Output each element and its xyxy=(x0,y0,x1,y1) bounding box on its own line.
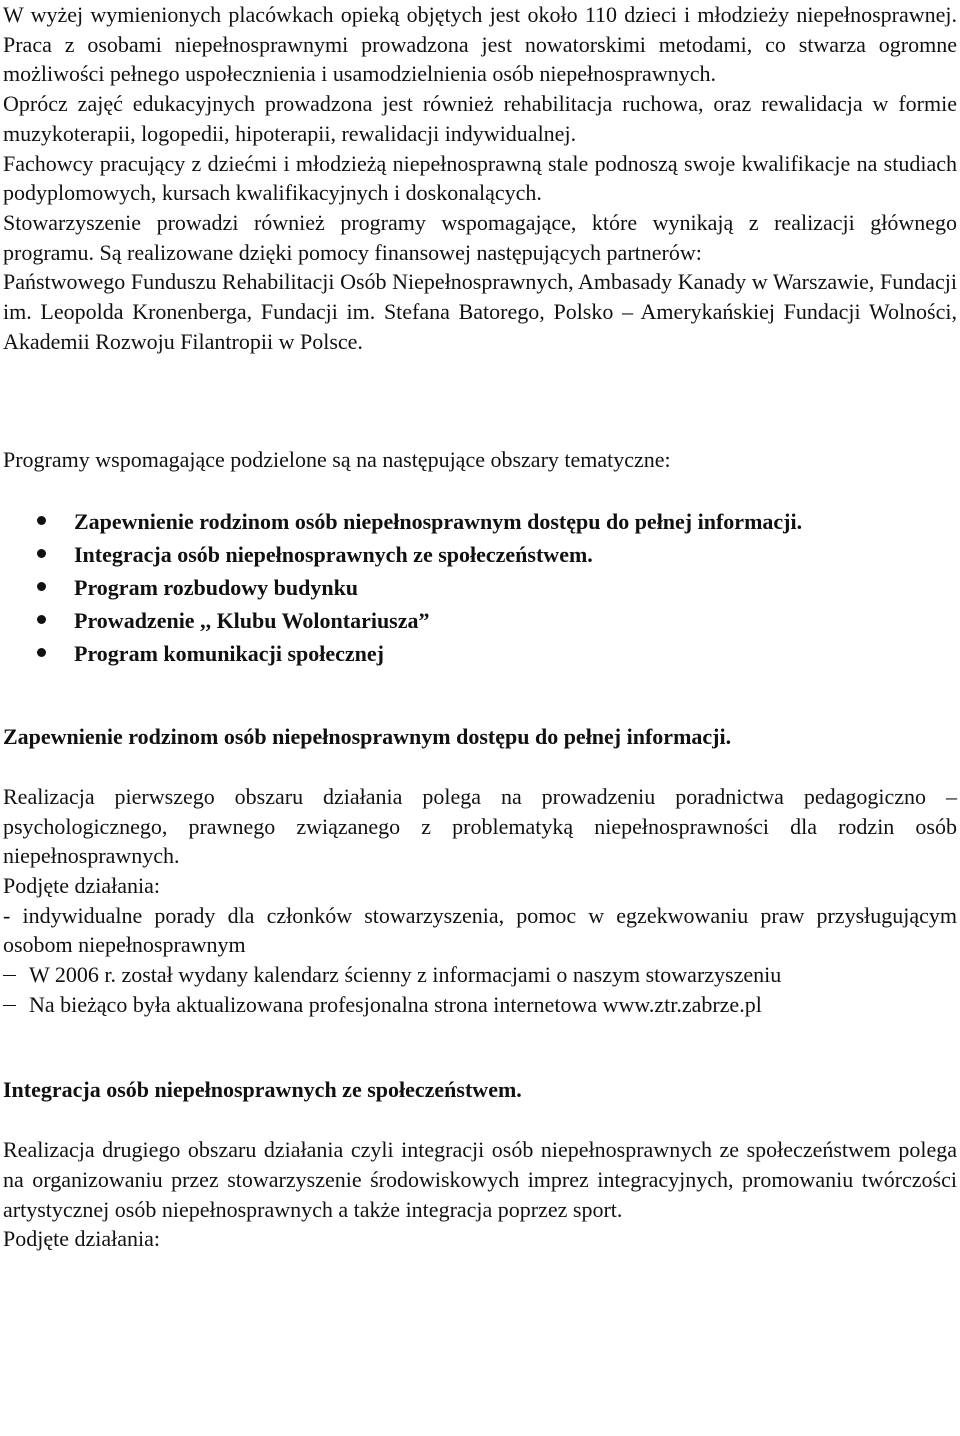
dash-list-item-text: Na bieżąco była aktualizowana profesjonalna strona internetowa www.ztr.zabrze.pl xyxy=(29,991,762,1017)
bullet-icon xyxy=(37,615,46,624)
section-1-body: Realizacja pierwszego obszaru działania polega na prowadzeniu poradnictwa pedagogiczno – psychologicznego, prawnego związanego z problematyką niepełnosprawności dla rodzin osób niepełnosprawnych. xyxy=(3,783,957,869)
spacer xyxy=(3,356,957,445)
section-1-action-1: - indywidualne porady dla członków stowarzyszenia, pomoc w egzekwowaniu praw przysługującym osobom niepełnosprawnym xyxy=(3,902,957,958)
dash-list-item xyxy=(3,990,957,1020)
intro-paragraph-1: W wyżej wymienionych placówkach opieką objętych jest około 110 dzieci i młodzieży niepełnosprawnej. Praca z osobami niepełnosprawnymi prowadzona jest nowatorskimi metodami, co stwarza ogromne możliwości pełnego uspołecznienia i usamodzielnienia osób niepełnosprawnych. xyxy=(3,2,957,87)
list-item-text: Integracja osób niepełnosprawnych ze społeczeństwem. xyxy=(74,542,593,568)
program-areas-list xyxy=(3,505,957,670)
dash-icon xyxy=(3,975,16,976)
bullet-icon xyxy=(37,549,46,558)
list-item-text: Program komunikacji społecznej xyxy=(74,641,385,667)
section-1-actions-label: Podjęte działania: xyxy=(3,872,160,898)
list-item-text: Prowadzenie ,, Klubu Wolontariusza” xyxy=(74,608,430,634)
list-item xyxy=(3,637,957,670)
dash-list-item xyxy=(3,960,957,990)
programs-intro: Programy wspomagające podzielone są na następujące obszary tematyczne: xyxy=(3,447,671,473)
intro-paragraph-4: Stowarzyszenie prowadzi również programy wspomagające, które wynikają z realizacji głównego programu. Są realizowane dzięki pomocy finansowej następujących partnerów: xyxy=(3,209,957,265)
list-item-text: Program rozbudowy budynku xyxy=(74,575,359,601)
document-page xyxy=(3,0,957,1254)
list-item xyxy=(3,604,957,637)
bullet-icon xyxy=(37,516,46,525)
list-item xyxy=(3,505,957,538)
section-1-heading: Zapewnienie rodzinom osób niepełnosprawnym dostępu do pełnej informacji. xyxy=(3,724,732,750)
spacer xyxy=(3,670,957,722)
spacer xyxy=(3,752,957,782)
dash-icon xyxy=(3,1005,16,1006)
dash-list-item-text: W 2006 r. został wydany kalendarz ścienny z informacjami o naszym stowarzyszeniu xyxy=(29,962,782,988)
list-item xyxy=(3,538,957,571)
section-2-heading: Integracja osób niepełnosprawnych ze społeczeństwem. xyxy=(3,1077,522,1103)
bullet-icon xyxy=(37,648,46,657)
section-2-body: Realizacja drugiego obszaru działania czyli integracji osób niepełnosprawnych ze społeczeństwem polega na organizowaniu przez stowarzyszenie środowiskowych imprez integracyjnych, promowaniu twórczości artystycznej osób niepełnosprawnych a także integracja poprzez sport. xyxy=(3,1137,957,1222)
list-item-text: Zapewnienie rodzinom osób niepełnosprawnym dostępu do pełnej informacji. xyxy=(74,509,803,535)
list-item xyxy=(3,571,957,604)
spacer xyxy=(3,1019,957,1075)
intro-paragraph-2: Oprócz zajęć edukacyjnych prowadzona jest również rehabilitacja ruchowa, oraz rewalidacja w formie muzykoterapii, logopedii, hipoterapii, rewalidacji indywidualnej. xyxy=(3,91,957,146)
section-2-actions-label: Podjęte działania: xyxy=(3,1226,160,1252)
spacer xyxy=(3,1105,957,1135)
partners-paragraph: Państwowego Funduszu Rehabilitacji Osób Niepełnosprawnych, Ambasady Kanady w Warszawie, Fundacji im. Leopolda Kronenberga, Fundacji im. Stefana Batorego, Polsko – Amerykańskiej Fundacji Wolności, Akademii Rozwoju Filantropii w Polsce. xyxy=(3,269,957,354)
bullet-icon xyxy=(37,582,46,591)
spacer xyxy=(3,475,957,505)
intro-paragraph-3: Fachowcy pracujący z dziećmi i młodzieżą niepełnosprawną stale podnoszą swoje kwalifikacje na studiach podyplomowych, kursach kwalifikacyjnych i doskonalących. xyxy=(3,150,957,206)
